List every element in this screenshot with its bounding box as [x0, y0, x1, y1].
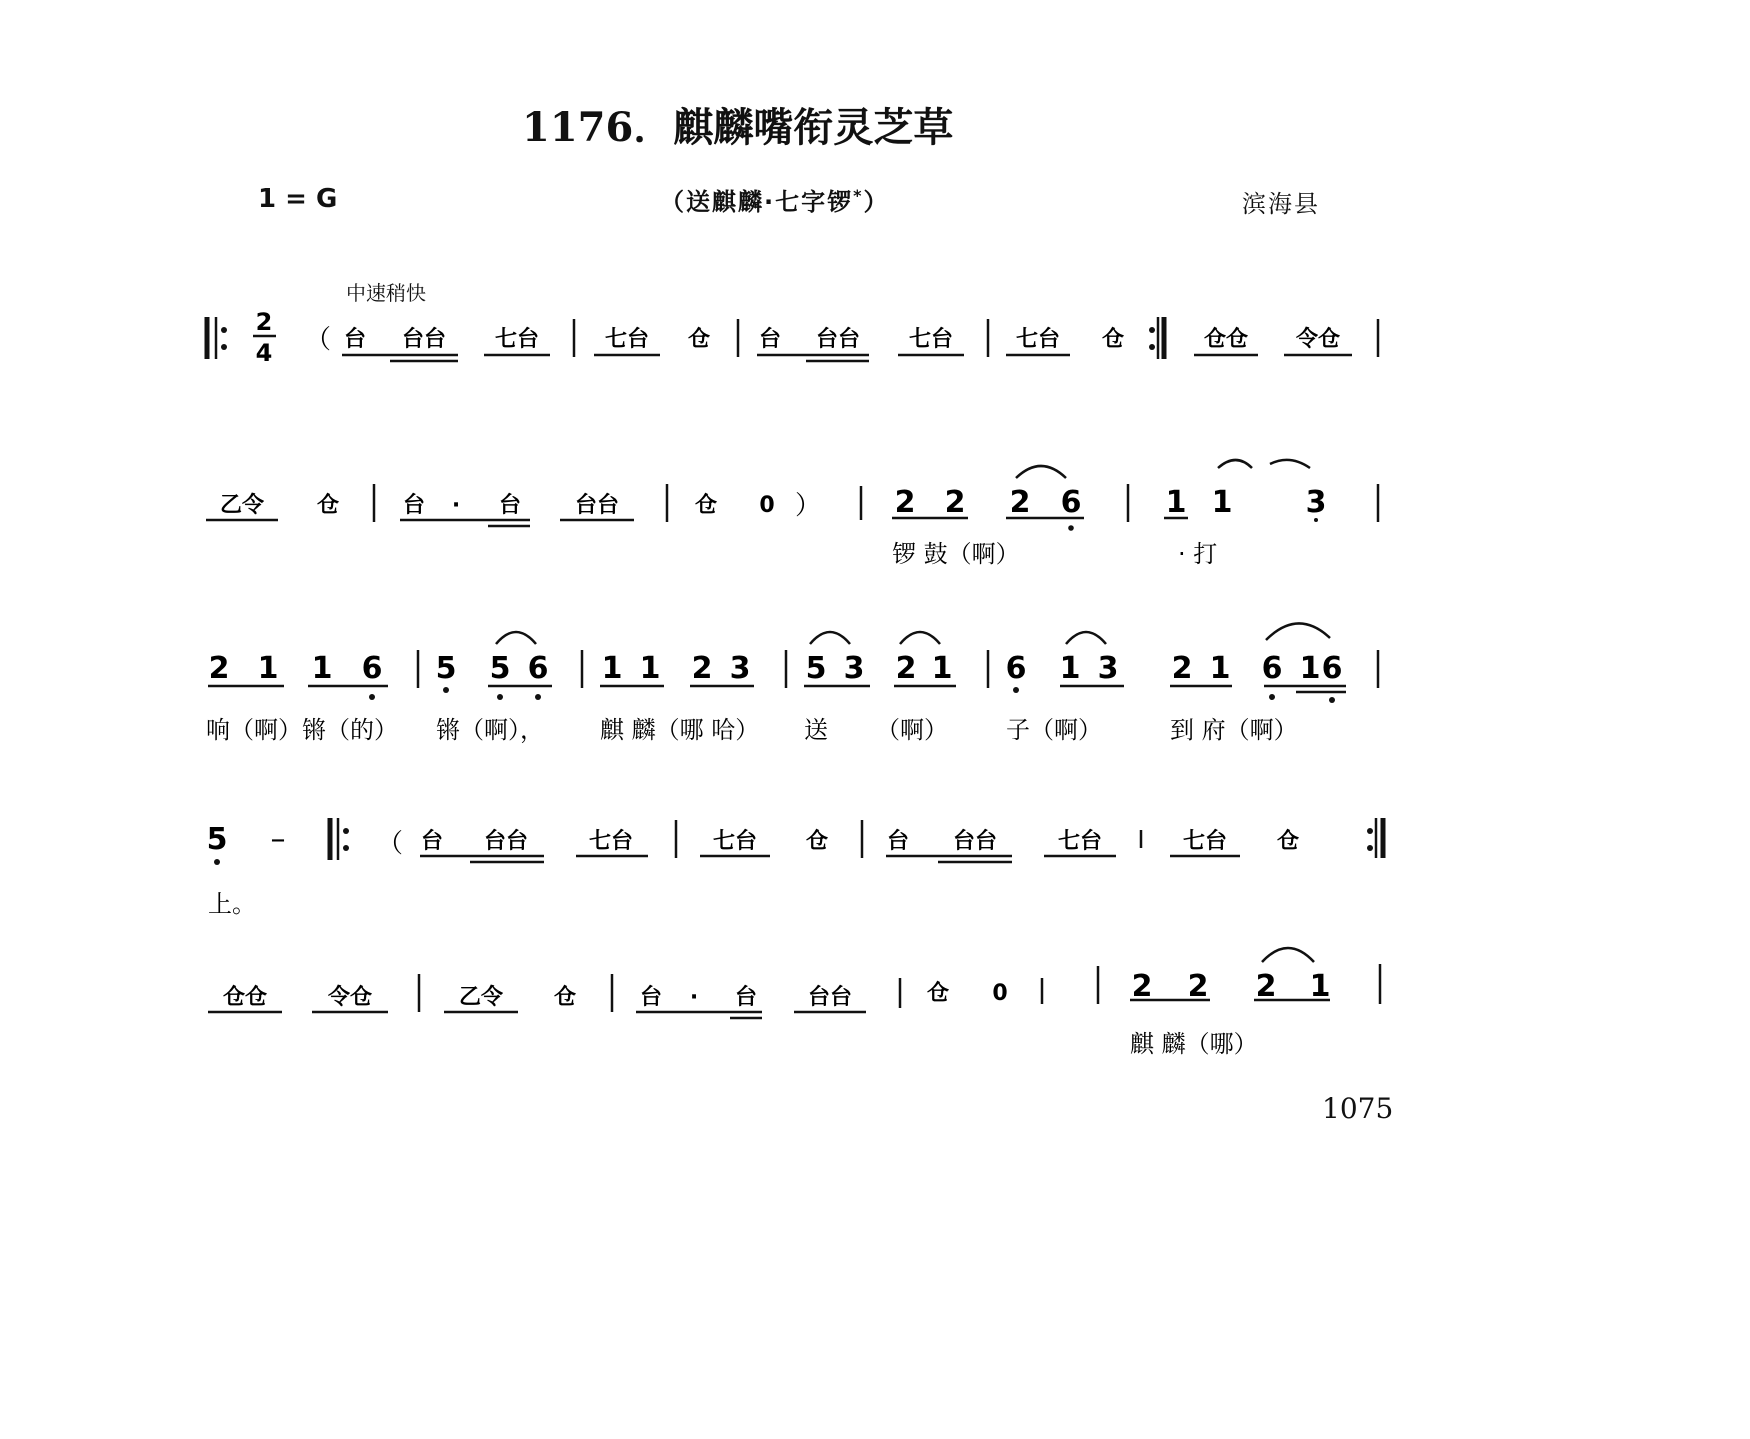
lyrics-line-4: [208, 890, 256, 918]
percussion-syllable: 台: [498, 493, 522, 518]
dot: ·: [689, 985, 699, 1010]
percussion-syllable: 台台: [807, 985, 853, 1010]
slur: [496, 632, 536, 644]
note: 2: [1009, 485, 1031, 520]
lyric: 子（啊）: [1006, 716, 1102, 744]
percussion-syllable: 仓: [926, 981, 950, 1006]
percussion-syllable: 台: [734, 985, 758, 1010]
percussion-syllable: 仓仓: [222, 985, 268, 1010]
repeat-dot: [1367, 845, 1373, 851]
lyric: 送: [804, 716, 828, 744]
note: 6: [1005, 651, 1027, 686]
footnote-star: *: [853, 186, 864, 205]
percussion-syllable: 七台: [1182, 829, 1228, 854]
repeat-dot: [221, 344, 227, 350]
note: 3: [1305, 485, 1327, 520]
percussion-syllable: 乙令: [219, 493, 265, 518]
lyrics-line-5: [1130, 1030, 1258, 1058]
note: 3: [843, 651, 865, 686]
note: 5: [489, 651, 511, 686]
note: 6: [1060, 485, 1082, 520]
note: 5: [206, 822, 228, 857]
subtitle-close: ）: [863, 188, 890, 216]
key-signature: 1 = G: [258, 184, 338, 214]
percussion-syllable: 台台: [401, 327, 447, 352]
note: 1: [1211, 485, 1233, 520]
octave-dot: [535, 694, 541, 700]
note: 1: [1299, 651, 1321, 686]
repeat-dots: [221, 327, 1373, 851]
lyrics-line-3: [206, 716, 1298, 744]
lyric: 响（啊）锵（的）: [206, 716, 398, 744]
note: 2: [895, 651, 917, 686]
lyrics-line-2: [892, 540, 1217, 568]
percussion-syllable: 台台: [483, 829, 529, 854]
note: 1: [1209, 651, 1231, 686]
piece-title: 1176．麒麟嘴衔灵芝草: [522, 104, 954, 151]
note: 6: [1261, 651, 1283, 686]
repeat-dot: [221, 327, 227, 333]
note: 6: [1321, 651, 1343, 686]
note: 3: [1097, 651, 1119, 686]
slur: [1270, 460, 1310, 468]
time-signature-bottom: 4: [255, 339, 273, 367]
percussion-syllable: 仓: [805, 829, 829, 854]
note: 2: [894, 485, 916, 520]
score-line-4: [207, 822, 1299, 859]
octave-dots: [214, 518, 1335, 865]
note: 5: [805, 651, 827, 686]
note: 2: [1187, 969, 1209, 1004]
octave-dot: [369, 694, 375, 700]
note: 1: [257, 651, 279, 686]
lyric: 麒 麟（哪 哈）: [600, 716, 760, 744]
octave-dot: [1329, 697, 1335, 703]
note: 1: [311, 651, 333, 686]
lyric: 麒 麟（哪）: [1130, 1030, 1258, 1058]
note: 5: [435, 651, 457, 686]
percussion-syllable: 令仓: [327, 985, 373, 1010]
note: 1: [639, 651, 661, 686]
tempo-marking: 中速稍快: [346, 281, 426, 305]
score-line-5: [223, 969, 1330, 1010]
repeat-dot: [1149, 344, 1155, 350]
percussion-syllable: 台: [639, 985, 663, 1010]
note: 2: [1131, 969, 1153, 1004]
percussion-syllable: 台: [420, 829, 444, 854]
note: 2: [691, 651, 713, 686]
note: 6: [527, 651, 549, 686]
percussion-syllable: 台台: [952, 829, 998, 854]
percussion-syllable: 仓: [553, 985, 577, 1010]
percussion-syllable: 仓: [687, 327, 711, 352]
subtitle-text: （送麒麟·七字锣: [660, 188, 854, 216]
octave-dot: [1068, 525, 1074, 531]
note: 1: [931, 651, 953, 686]
note: 1: [601, 651, 623, 686]
note: 1: [1165, 485, 1187, 520]
percussion-syllable: 台台: [574, 493, 620, 518]
percussion-syllable: 台: [758, 327, 782, 352]
percussion-syllable: 仓: [1276, 829, 1300, 854]
octave-dot: [214, 859, 220, 865]
octave-dot: [497, 694, 503, 700]
percussion-syllable: 七台: [588, 829, 634, 854]
percussion-syllable: 台: [343, 327, 367, 352]
percussion-syllable: 仓仓: [1203, 327, 1249, 352]
percussion-syllable: 台: [886, 829, 910, 854]
repeat-dot: [343, 828, 349, 834]
percussion-syllable: 七台: [494, 327, 540, 352]
percussion-syllable: 仓: [1101, 327, 1125, 352]
percussion-syllable: 令仓: [1295, 327, 1341, 352]
percussion-syllable: 仓: [316, 493, 340, 518]
page-number: 1075: [1322, 1092, 1394, 1125]
dot: ·: [451, 493, 461, 518]
note: 1: [1309, 969, 1331, 1004]
note: 3: [729, 651, 751, 686]
percussion-syllable: 七台: [908, 327, 954, 352]
octave-dot: [1013, 687, 1019, 693]
percussion-syllable: 仓: [694, 493, 718, 518]
lyric: 锵（啊），: [436, 716, 544, 744]
percussion-syllable: 乙令: [458, 985, 504, 1010]
score-line-2: [220, 485, 1326, 521]
paren: ）: [794, 491, 822, 521]
percussion-syllable: 台: [402, 493, 426, 518]
lyric: 锣 鼓（啊）: [892, 540, 1020, 568]
octave-dot: [1269, 694, 1275, 700]
lyric: （啊）: [876, 716, 948, 744]
note: 2: [1171, 651, 1193, 686]
region-label: 滨海县: [1242, 190, 1320, 218]
repeat-dot: [1367, 828, 1373, 834]
rest: 0: [759, 493, 775, 518]
lyric: 上。: [208, 890, 256, 918]
repeat-dot: [1149, 327, 1155, 333]
slur: [1218, 460, 1252, 468]
score-line-3: [209, 651, 1343, 686]
paren: （: [304, 325, 332, 355]
lyric: 到 府（啊）: [1170, 716, 1298, 744]
rest: 0: [992, 981, 1008, 1006]
note: 2: [1255, 969, 1277, 1004]
lyric: · 打: [1178, 540, 1218, 568]
percussion-syllable: 七台: [604, 327, 650, 352]
percussion-syllable: 七台: [1057, 829, 1103, 854]
paren: （: [376, 829, 404, 859]
score-line-1: [305, 325, 1340, 355]
slur: [1266, 623, 1330, 640]
slur: [810, 632, 850, 644]
octave-dot: [443, 687, 449, 693]
slur: [900, 632, 940, 644]
dash: –: [270, 822, 286, 857]
slur: [1262, 948, 1314, 962]
slur: [1066, 632, 1106, 644]
note: 2: [208, 651, 230, 686]
note: 6: [361, 651, 383, 686]
note: 1: [1059, 651, 1081, 686]
repeat-dot: [343, 845, 349, 851]
slur: [1016, 466, 1066, 478]
note: 2: [944, 485, 966, 520]
percussion-syllable: 台台: [815, 327, 861, 352]
time-signature-top: 2: [255, 308, 273, 336]
percussion-syllable: 七台: [1015, 327, 1061, 352]
percussion-syllable: 七台: [712, 829, 758, 854]
